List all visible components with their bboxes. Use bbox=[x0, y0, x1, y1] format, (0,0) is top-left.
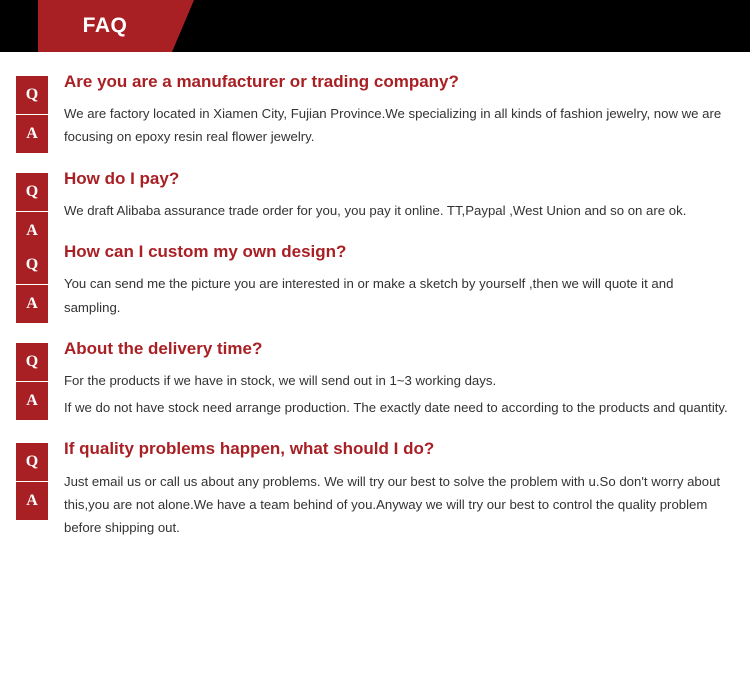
faq-answer bbox=[64, 102, 732, 148]
answer-badge: A bbox=[16, 212, 48, 250]
faq-item bbox=[0, 167, 750, 239]
faq-answer-paragraph: We draft Alibaba assurance trade order for you, you pay it online. TT,Paypal ,West Union and so on are ok. bbox=[64, 202, 687, 218]
faq-tab bbox=[38, 0, 172, 52]
question-badge: Q bbox=[16, 246, 48, 285]
faq-question: If quality problems happen, what should I do? bbox=[64, 439, 435, 459]
faq-question: About the delivery time? bbox=[64, 338, 263, 358]
faq-answer bbox=[64, 470, 732, 539]
answer-badge: A bbox=[16, 382, 48, 420]
faq-answer bbox=[64, 272, 732, 318]
qa-badge-group bbox=[16, 443, 48, 520]
faq-tab-label: FAQ bbox=[82, 14, 128, 37]
faq-question: Are you are a manufacturer or trading company? bbox=[64, 72, 459, 91]
faq-answer-paragraph: Just email us or call us about any problems. We will try our best to solve the problem with u.So don't worry about this,you are not alone.We have a team behind of you.Anyway we will try our best to control the quality problem before shipping out. bbox=[64, 473, 721, 535]
question-badge: Q bbox=[16, 443, 48, 482]
faq-answer-paragraph: If we do not have stock need arrange production. The exactly date need to according to the products and quantity. bbox=[64, 400, 728, 416]
answer-badge: A bbox=[16, 285, 48, 323]
faq-answer bbox=[64, 199, 732, 222]
faq-answer-paragraph: For the products if we have in stock, we will send out in 1~3 working days. bbox=[64, 373, 497, 389]
question-badge: Q bbox=[16, 343, 48, 382]
answer-badge: A bbox=[16, 482, 48, 520]
faq-answer-paragraph: We are factory located in Xiamen City, Fujian Province.We specializing in all kinds of fashion jewelry, now we are focusing on epoxy resin real flower jewelry. bbox=[64, 106, 722, 145]
faq-header bbox=[0, 0, 750, 52]
qa-badge-group bbox=[16, 246, 48, 323]
answer-badge: A bbox=[16, 115, 48, 153]
qa-badge-group bbox=[16, 343, 48, 420]
faq-list bbox=[0, 70, 750, 539]
question-badge: Q bbox=[16, 76, 48, 115]
faq-answer-paragraph: You can send me the picture you are interested in or make a sketch by yourself ,then we will quote it and sampling. bbox=[64, 276, 674, 315]
faq-item bbox=[0, 70, 750, 149]
faq-item bbox=[0, 437, 750, 539]
qa-badge-group bbox=[16, 76, 48, 153]
faq-question: How do I pay? bbox=[64, 168, 180, 188]
question-badge: Q bbox=[16, 173, 48, 212]
qa-badge-group bbox=[16, 173, 48, 250]
faq-item bbox=[0, 337, 750, 420]
faq-tab-notch bbox=[172, 0, 194, 52]
faq-question: How can I custom my own design? bbox=[64, 242, 347, 262]
faq-item bbox=[0, 240, 750, 319]
faq-answer bbox=[64, 369, 732, 419]
